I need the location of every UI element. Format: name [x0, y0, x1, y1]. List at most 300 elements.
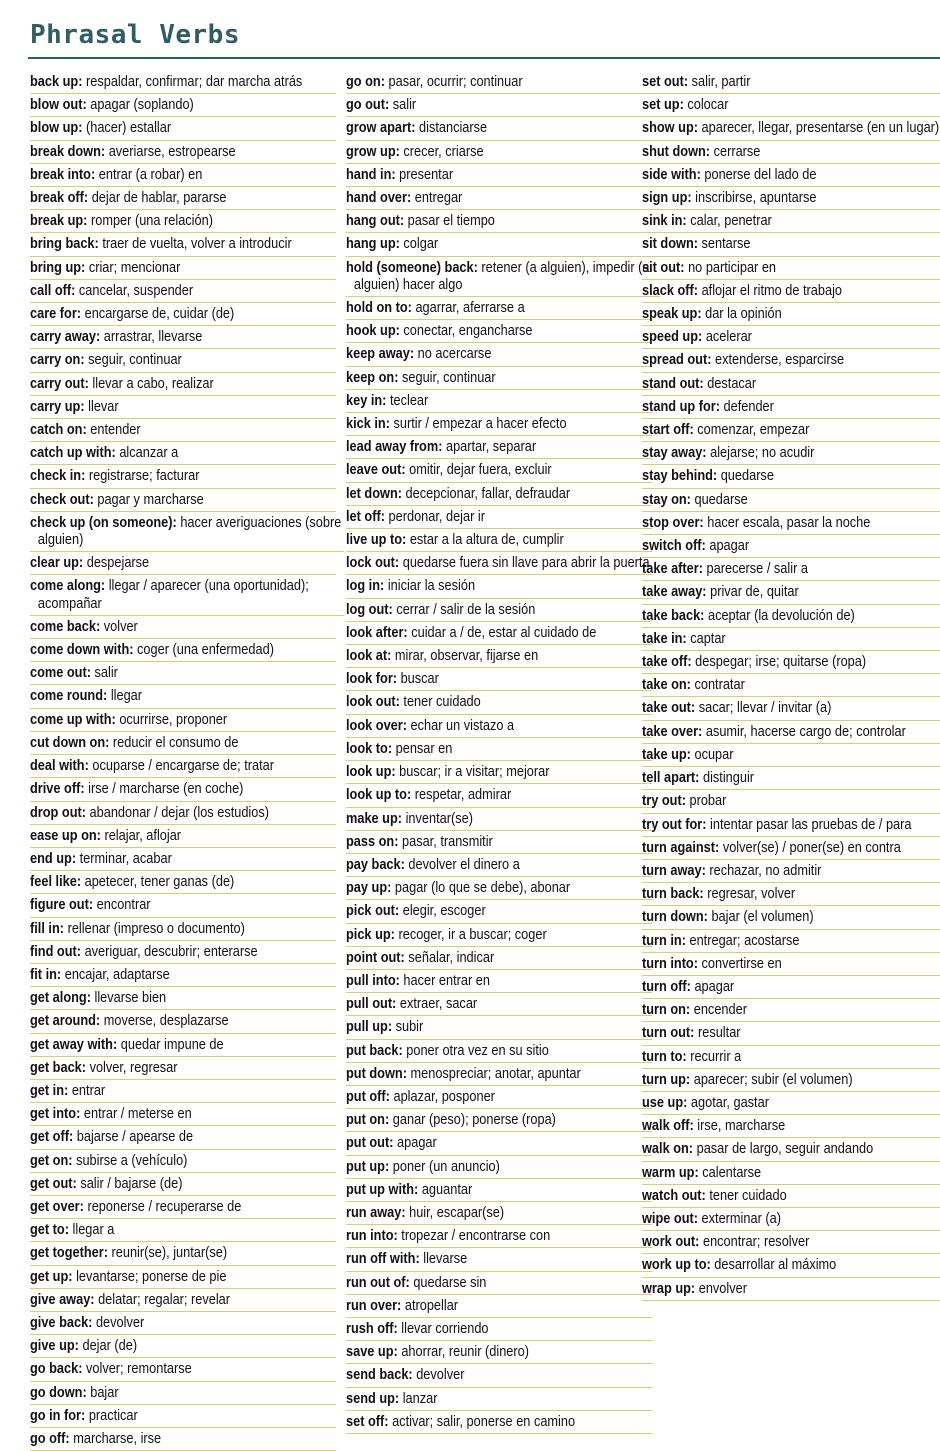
verb-translation: irse, marcharse	[697, 1118, 786, 1135]
verb-entry	[30, 164, 336, 187]
verb-term: sit down:	[642, 236, 699, 253]
verb-entry	[346, 1156, 652, 1179]
verb-term: get away with:	[30, 1036, 118, 1053]
verb-translation: contratar	[694, 677, 745, 694]
verb-translation: ocuparse / encargarse de; tratar	[92, 758, 274, 775]
verb-entry	[642, 1092, 940, 1115]
verb-term: try out for:	[642, 816, 707, 833]
verb-entry	[30, 1010, 336, 1033]
verb-term: run into:	[346, 1228, 398, 1245]
verb-entry	[346, 436, 652, 459]
verb-translation: relajar, aflojar	[104, 827, 182, 844]
verb-term: pay back:	[346, 856, 405, 873]
verb-translation: poner (un anuncio)	[392, 1158, 500, 1175]
verb-entry	[346, 1295, 652, 1318]
verb-term: turn in:	[642, 932, 686, 949]
verb-translation: comenzar, empezar	[697, 422, 810, 439]
verb-term: catch on:	[30, 422, 87, 439]
verb-translation: romper (una relación)	[90, 213, 213, 230]
verb-translation: dejar de hablar, pararse	[91, 190, 227, 207]
verb-entry	[642, 117, 940, 140]
verb-term: wipe out:	[642, 1210, 699, 1227]
verb-translation: buscar	[400, 671, 439, 688]
verb-entry	[642, 605, 940, 628]
verb-translation: pensar en	[395, 740, 453, 757]
verb-entry	[642, 790, 940, 813]
verb-translation: hacer escala, pasar la noche	[707, 514, 871, 531]
verb-term: take on:	[642, 677, 691, 694]
verb-translation: respaldar, confirmar; dar marcha atrás	[86, 74, 303, 90]
verb-translation: practicar	[88, 1407, 138, 1424]
verb-entry	[30, 489, 336, 512]
verb-translation: apagar	[709, 538, 750, 555]
verb-term: take in:	[642, 630, 687, 647]
verb-term: put up with:	[346, 1181, 419, 1198]
verb-entry	[642, 94, 940, 117]
verb-term: switch off:	[642, 538, 706, 555]
verb-entry	[642, 465, 940, 488]
verb-translation: cerrar / salir de la sesión	[396, 601, 536, 618]
verb-translation: abandonar / dejar (los estudios)	[89, 804, 270, 821]
verb-entry	[30, 1080, 336, 1103]
verb-entry	[346, 668, 652, 691]
verb-entry	[346, 1272, 652, 1295]
verb-term: turn into:	[642, 955, 698, 972]
verb-term: get into:	[30, 1106, 81, 1123]
verb-term: take away:	[642, 584, 707, 601]
verb-entry	[346, 599, 652, 622]
verb-translation: huir, escapar(se)	[409, 1204, 505, 1221]
verb-term: carry out:	[30, 375, 89, 392]
verb-entry	[346, 320, 652, 343]
column-2	[346, 71, 652, 1434]
verb-term: get in:	[30, 1082, 69, 1099]
verb-term: check out:	[30, 491, 94, 508]
verb-term: run off with:	[346, 1251, 420, 1268]
verb-entry	[642, 1231, 940, 1254]
verb-translation: pasar, ocurrir; continuar	[388, 74, 523, 90]
verb-entry	[30, 848, 336, 871]
verb-term: send back:	[346, 1367, 413, 1384]
verb-term: get on:	[30, 1152, 73, 1169]
verb-translation: salir, partir	[691, 74, 751, 90]
verb-entry	[642, 558, 940, 581]
verb-translation: estar a la altura de, cumplir	[409, 532, 564, 549]
verb-term: look for:	[346, 671, 398, 688]
verb-term: let down:	[346, 485, 403, 502]
verb-translation: privar de, quitar	[710, 584, 799, 601]
verb-translation: quedarse	[694, 491, 748, 508]
verb-entry	[642, 489, 940, 512]
verb-entry	[30, 662, 336, 685]
verb-translation: terminar, acabar	[79, 850, 172, 867]
verb-entry	[30, 639, 336, 662]
verb-translation: hacer entrar en	[403, 972, 490, 989]
verb-term: go out:	[346, 97, 390, 114]
verb-term: go in for:	[30, 1407, 86, 1424]
verb-entry	[30, 117, 336, 140]
verb-entry	[346, 210, 652, 233]
verb-term: stay away:	[642, 445, 707, 462]
verb-term: keep on:	[346, 369, 399, 386]
verb-entry	[30, 210, 336, 233]
verb-entry	[642, 976, 940, 999]
verb-translation: aparecer; subir (el volumen)	[693, 1071, 853, 1088]
verb-entry	[346, 297, 652, 320]
verb-term: call off:	[30, 282, 76, 299]
verb-entry	[30, 1335, 336, 1358]
verb-entry	[346, 993, 652, 1016]
verb-entry	[642, 628, 940, 651]
verb-term: get along:	[30, 990, 91, 1007]
verb-translation: colgar	[403, 236, 439, 253]
verb-term: pick out:	[346, 903, 400, 920]
verb-term: live up to:	[346, 532, 407, 549]
verb-term: get back:	[30, 1059, 87, 1076]
verb-term: come down with:	[30, 642, 134, 659]
verb-term: set up:	[642, 97, 684, 114]
verb-translation: destacar	[707, 375, 757, 392]
verb-entry	[642, 1208, 940, 1231]
verb-entry	[642, 999, 940, 1022]
verb-term: carry away:	[30, 329, 101, 346]
verb-entry	[346, 367, 652, 390]
verb-term: come round:	[30, 688, 108, 705]
verb-translation: alejarse; no acudir	[710, 445, 815, 462]
verb-term: stay behind:	[642, 468, 718, 485]
verb-term: bring back:	[30, 236, 99, 253]
verb-term: run out of:	[346, 1274, 410, 1291]
verb-term: blow out:	[30, 97, 87, 114]
verb-translation: entrar (a robar) en	[98, 166, 203, 183]
verb-entry	[346, 141, 652, 164]
verb-translation: alcanzar a	[119, 445, 179, 462]
verb-entry	[642, 164, 940, 187]
verb-entry	[30, 1126, 336, 1149]
verb-translation: cancelar, suspender	[78, 282, 194, 299]
verb-entry	[30, 1196, 336, 1219]
verb-entry	[30, 552, 336, 575]
verb-entry	[346, 343, 652, 366]
verb-term: sit out:	[642, 259, 685, 276]
verb-entry	[642, 349, 940, 372]
verb-term: pull out:	[346, 996, 397, 1013]
verb-term: blow up:	[30, 120, 83, 137]
verb-translation: recurrir a	[690, 1048, 742, 1065]
verb-translation: pagar y marcharse	[97, 491, 204, 508]
verb-translation: quedarse fuera sin llave para abrir la puerta	[402, 555, 650, 572]
verb-translation: retener (a alguien), impedir (a alguien) hacer algo	[353, 259, 650, 293]
verb-term: put out:	[346, 1135, 394, 1152]
verb-translation: poner otra vez en su sitio	[406, 1042, 549, 1059]
verb-term: back up:	[30, 74, 83, 90]
verb-term: leave out:	[346, 462, 406, 479]
verb-term: hang out:	[346, 213, 405, 230]
verb-translation: reunir(se), juntar(se)	[111, 1245, 228, 1262]
verb-term: go on:	[346, 74, 385, 90]
verb-translation: despegar; irse; quitarse (ropa)	[695, 654, 867, 671]
verb-translation: reducir el consumo de	[112, 734, 239, 751]
verb-entry	[30, 778, 336, 801]
verb-entry	[642, 280, 940, 303]
verb-translation: entregar	[414, 190, 463, 207]
verb-term: lead away from:	[346, 439, 443, 456]
verb-translation: recoger, ir a buscar; coger	[398, 926, 547, 943]
verb-translation: llevar corriendo	[401, 1320, 489, 1337]
verb-term: wrap up:	[642, 1280, 696, 1297]
verb-term: lock out:	[346, 555, 400, 572]
verb-term: take out:	[642, 700, 696, 717]
verb-entry	[642, 930, 940, 953]
verb-entry	[346, 483, 652, 506]
verb-translation: seguir, continuar	[88, 352, 182, 369]
verb-entry	[642, 1138, 940, 1161]
verb-translation: bajarse / apearse de	[76, 1129, 194, 1146]
verb-translation: (hacer) estallar	[85, 120, 172, 137]
verb-translation: lanzar	[402, 1390, 438, 1407]
verb-entry	[30, 1312, 336, 1335]
verb-term: stand out:	[642, 375, 704, 392]
verb-term: carry up:	[30, 398, 85, 415]
verb-entry	[30, 1103, 336, 1126]
verb-translation: salir	[392, 97, 417, 114]
verb-term: drop out:	[30, 804, 86, 821]
verb-entry	[642, 1022, 940, 1045]
verb-translation: dejar (de)	[82, 1338, 138, 1355]
verb-entry	[346, 761, 652, 784]
verb-entry	[30, 396, 336, 419]
verb-term: hand in:	[346, 166, 396, 183]
verb-term: set out:	[642, 74, 689, 90]
verb-term: set off:	[346, 1413, 389, 1430]
verb-term: pull into:	[346, 972, 400, 989]
verb-translation: coger (una enfermedad)	[137, 642, 274, 659]
verb-entry	[346, 831, 652, 854]
verb-term: turn back:	[642, 886, 704, 903]
verb-entry	[346, 575, 652, 598]
verb-translation: entrar / meterse en	[83, 1106, 192, 1123]
verb-translation: agarrar, aferrarse a	[415, 300, 525, 317]
verb-translation: cerrarse	[713, 143, 761, 160]
verb-entry	[30, 1150, 336, 1173]
verb-term: turn up:	[642, 1071, 691, 1088]
verb-term: save up:	[346, 1344, 398, 1361]
verb-term: point out:	[346, 949, 405, 966]
verb-entry	[30, 685, 336, 708]
verb-entry	[346, 854, 652, 877]
verb-translation: menospreciar; anotar, apuntar	[410, 1065, 581, 1082]
verb-term: take back:	[642, 607, 705, 624]
verb-entry	[642, 1115, 940, 1138]
verb-term: spread out:	[642, 352, 712, 369]
verb-term: put down:	[346, 1065, 407, 1082]
verb-translation: devolver el dinero a	[408, 856, 520, 873]
title-divider	[28, 57, 940, 59]
verb-term: turn out:	[642, 1025, 695, 1042]
verb-term: look to:	[346, 740, 393, 757]
verb-term: find out:	[30, 943, 82, 960]
verb-translation: entrar	[71, 1082, 106, 1099]
verb-entry	[346, 738, 652, 761]
verb-entry	[30, 465, 336, 488]
verb-term: show up:	[642, 120, 699, 137]
verb-translation: acelerar	[705, 329, 752, 346]
verb-term: look out:	[346, 694, 400, 711]
verb-term: get over:	[30, 1198, 84, 1215]
verb-translation: activar; salir, ponerse en camino	[392, 1413, 576, 1430]
verb-entry	[346, 947, 652, 970]
verb-term: hold on to:	[346, 300, 412, 317]
verb-entry	[346, 390, 652, 413]
verb-translation: marcharse, irse	[73, 1430, 162, 1447]
verb-translation: averiarse, estropearse	[108, 143, 236, 160]
verb-term: slack off:	[642, 282, 699, 299]
verb-entry	[642, 767, 940, 790]
verb-term: clear up:	[30, 555, 84, 572]
verb-entry	[642, 210, 940, 233]
verb-term: give up:	[30, 1338, 79, 1355]
verb-term: kick in:	[346, 416, 390, 433]
verb-translation: llevarse bien	[94, 990, 167, 1007]
column-3	[642, 71, 940, 1301]
verb-translation: despejarse	[86, 555, 150, 572]
verb-entry	[30, 709, 336, 732]
verb-term: check up (on someone):	[30, 514, 177, 531]
verb-entry	[346, 900, 652, 923]
verb-entry	[642, 187, 940, 210]
verb-translation: reponerse / recuperarse de	[87, 1198, 242, 1215]
verb-translation: convertirse en	[701, 955, 782, 972]
verb-translation: bajar	[90, 1384, 119, 1401]
verb-term: speed up:	[642, 329, 703, 346]
verb-term: stay on:	[642, 491, 691, 508]
verb-translation: probar	[689, 793, 727, 810]
verb-translation: apartar, separar	[445, 439, 537, 456]
verb-term: turn to:	[642, 1048, 687, 1065]
verb-term: break up:	[30, 213, 88, 230]
verb-entry	[346, 1341, 652, 1364]
verb-translation: subir	[395, 1019, 424, 1036]
verb-entry	[642, 744, 940, 767]
verb-term: work out:	[642, 1234, 700, 1251]
verb-translation: seguir, continuar	[402, 369, 496, 386]
verb-entry	[346, 71, 652, 94]
verb-term: sink in:	[642, 213, 687, 230]
verb-translation: delatar; regalar; revelar	[98, 1291, 231, 1308]
verb-translation: encontrar	[96, 897, 151, 914]
verb-term: give away:	[30, 1291, 95, 1308]
verb-translation: llevar a cabo, realizar	[92, 375, 214, 392]
verb-translation: buscar; ir a visitar; mejorar	[399, 764, 550, 781]
verb-entry	[346, 506, 652, 529]
verb-entry	[346, 1364, 652, 1387]
verb-entry	[30, 755, 336, 778]
verb-translation: tener cuidado	[709, 1187, 787, 1204]
verb-translation: pasar, transmitir	[402, 833, 493, 850]
verb-entry	[30, 512, 344, 552]
verb-translation: captar	[690, 630, 726, 647]
verb-entry	[346, 233, 652, 256]
verb-translation: apagar	[694, 978, 735, 995]
verb-term: take up:	[642, 746, 691, 763]
verb-translation: criar; mencionar	[88, 259, 181, 276]
verb-entry	[642, 419, 940, 442]
verb-entry	[642, 442, 940, 465]
verb-term: feel like:	[30, 874, 82, 891]
verb-translation: irse / marcharse (en coche)	[88, 781, 244, 798]
verb-entry	[346, 529, 652, 552]
verb-entry	[346, 459, 652, 482]
verb-translation: encontrar; resolver	[702, 1234, 810, 1251]
verb-entry	[346, 691, 652, 714]
verb-translation: salir / bajarse (de)	[80, 1175, 183, 1192]
verb-entry	[642, 1185, 940, 1208]
verb-entry	[30, 1173, 336, 1196]
verb-entry	[30, 1382, 336, 1405]
verb-translation: bajar (el volumen)	[711, 909, 814, 926]
verb-term: break off:	[30, 190, 89, 207]
verb-entry	[642, 674, 940, 697]
verb-entry	[30, 575, 344, 615]
verb-entry	[346, 645, 652, 668]
verb-term: hook up:	[346, 323, 400, 340]
verb-entry	[642, 396, 940, 419]
verb-translation: rellenar (impreso o documento)	[67, 920, 245, 937]
verb-term: work up to:	[642, 1257, 711, 1274]
verb-term: deal with:	[30, 758, 89, 775]
verb-translation: devolver	[95, 1314, 145, 1331]
verb-translation: surtir / empezar a hacer efecto	[393, 416, 567, 433]
verb-term: put on:	[346, 1112, 390, 1129]
verb-term: go down:	[30, 1384, 87, 1401]
verb-entry	[346, 622, 652, 645]
verb-translation: devolver	[416, 1367, 465, 1384]
verb-translation: distinguir	[702, 770, 755, 787]
verb-translation: calentarse	[702, 1164, 762, 1181]
verb-entry	[346, 1388, 652, 1411]
verb-translation: salir	[94, 665, 118, 682]
verb-translation: apagar (soplando)	[90, 97, 194, 114]
verb-translation: sacar; llevar / invitar (a)	[698, 700, 832, 717]
verb-entry	[30, 326, 336, 349]
verb-term: look over:	[346, 717, 407, 734]
verb-entry	[642, 535, 940, 558]
verb-term: ease up on:	[30, 827, 101, 844]
verb-entry	[346, 1202, 652, 1225]
verb-translation: quedar impune de	[120, 1036, 224, 1053]
verb-translation: ocurrirse, proponer	[119, 711, 228, 728]
verb-translation: volver(se) / poner(se) en contra	[722, 839, 901, 856]
verb-term: turn off:	[642, 978, 691, 995]
verb-term: try out:	[642, 793, 686, 810]
verb-term: stop over:	[642, 514, 704, 531]
verb-term: grow apart:	[346, 120, 416, 137]
verb-term: break into:	[30, 166, 96, 183]
verb-entry	[346, 1179, 652, 1202]
verb-translation: moverse, desplazarse	[103, 1013, 229, 1030]
verb-entry	[30, 1242, 336, 1265]
verb-entry	[642, 721, 940, 744]
verb-entry	[346, 1411, 652, 1434]
verb-entry	[30, 825, 336, 848]
verb-term: look up:	[346, 764, 396, 781]
verb-translation: quedarse sin	[413, 1274, 487, 1291]
verb-entry	[346, 257, 660, 297]
verb-translation: intentar pasar las pruebas de / para	[710, 816, 912, 833]
verb-translation: extraer, sacar	[399, 996, 478, 1013]
verb-entry	[642, 651, 940, 674]
verb-translation: echar un vistazo a	[410, 717, 515, 734]
